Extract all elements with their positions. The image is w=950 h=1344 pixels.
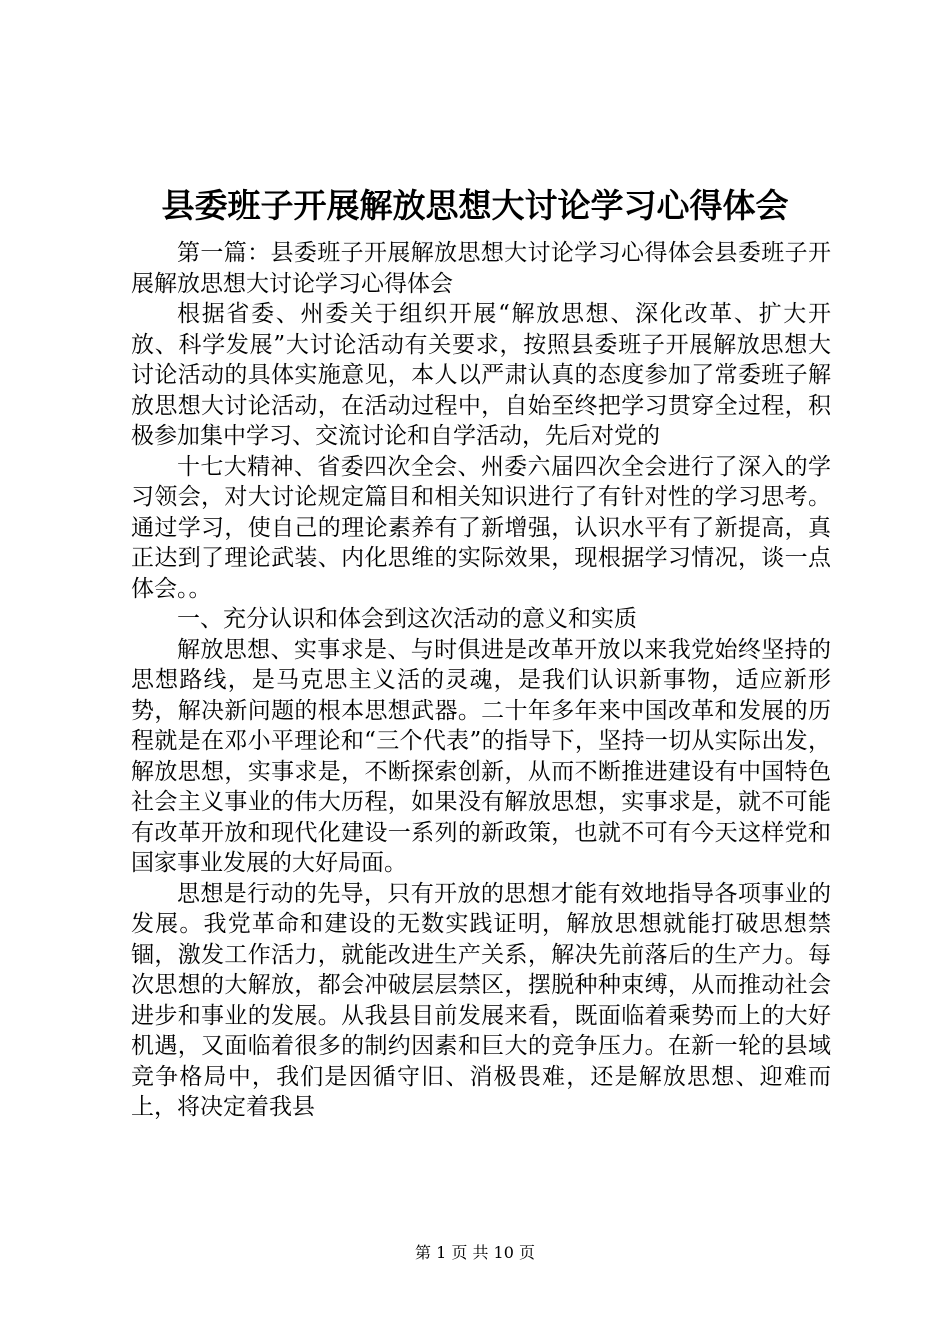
paragraph-study-summary: 十七大精神、省委四次全会、州委六届四次全会进行了深入的学习领会，对大讨论规定篇目和相关知识进行了有针对性的学习思考。通过学习，使自己的理论素养有了新增强，认识水平有了新提高，真正达到了理论武装、内化思维的实际效果，现根据学习情况，谈一点体会。。 — [131, 453, 831, 602]
paragraph-intro: 根据省委、州委关于组织开展“解放思想、深化改革、扩大开放、科学发展”大讨论活动有关要求，按照县委班子开展解放思想大讨论活动的具体实施意见，本人以严肃认真的态度参加了常委班子解放思想大讨论活动，在活动过程中，自始至终把学习贯穿全过程，积极参加集中学习、交流讨论和自学活动，先后对党的 — [131, 301, 831, 449]
page-title: 县委班子开展解放思想大讨论学习心得体会 — [161, 186, 789, 225]
paragraph-ideological-line: 解放思想、实事求是、与时俱进是改革开放以来我党始终坚持的思想路线，是马克思主义活的灵魂，是我们认识新事物，适应新形势，解决新问题的根本思想武器。二十年多年来中国改革和发展的历程就是在邓小平理论和“三个代表”的指导下，坚持一切从实际出发，解放思想，实事求是，不断探索创新，从而不断推进建设有中国特色社会主义事业的伟大历程，如果没有解放思想，实事求是，就不可能有改革开放和现代化建设一系列的新政策，也就不可有今天这样党和国家事业发展的大好局面。 — [131, 636, 831, 876]
document-body — [131, 238, 831, 1123]
paragraph-section-heading: 第一篇：县委班子开展解放思想大讨论学习心得体会县委班子开展解放思想大讨论学习心得体会 — [131, 240, 831, 297]
page-footer: 第 1 页 共 10 页 — [415, 1243, 535, 1262]
paragraph-thought-guides-action: 思想是行动的先导，只有开放的思想才能有效地指导各项事业的发展。我党革命和建设的无数实践证明，解放思想就能打破思想禁锢，激发工作活力，就能改进生产关系，解决先前落后的生产力。每次思想的大解放，都会冲破层层禁区，摆脱种种束缚，从而推动社会进步和事业的发展。从我县目前发展来看，既面临着乘势而上的大好机遇，又面临着很多的制约因素和巨大的竞争压力。在新一轮的县域竞争格局中，我们是因循守旧、消极畏难，还是解放思想、迎难而上，将决定着我县 — [131, 880, 831, 1120]
paragraph-subheading: 一、充分认识和体会到这次活动的意义和实质 — [177, 606, 637, 632]
